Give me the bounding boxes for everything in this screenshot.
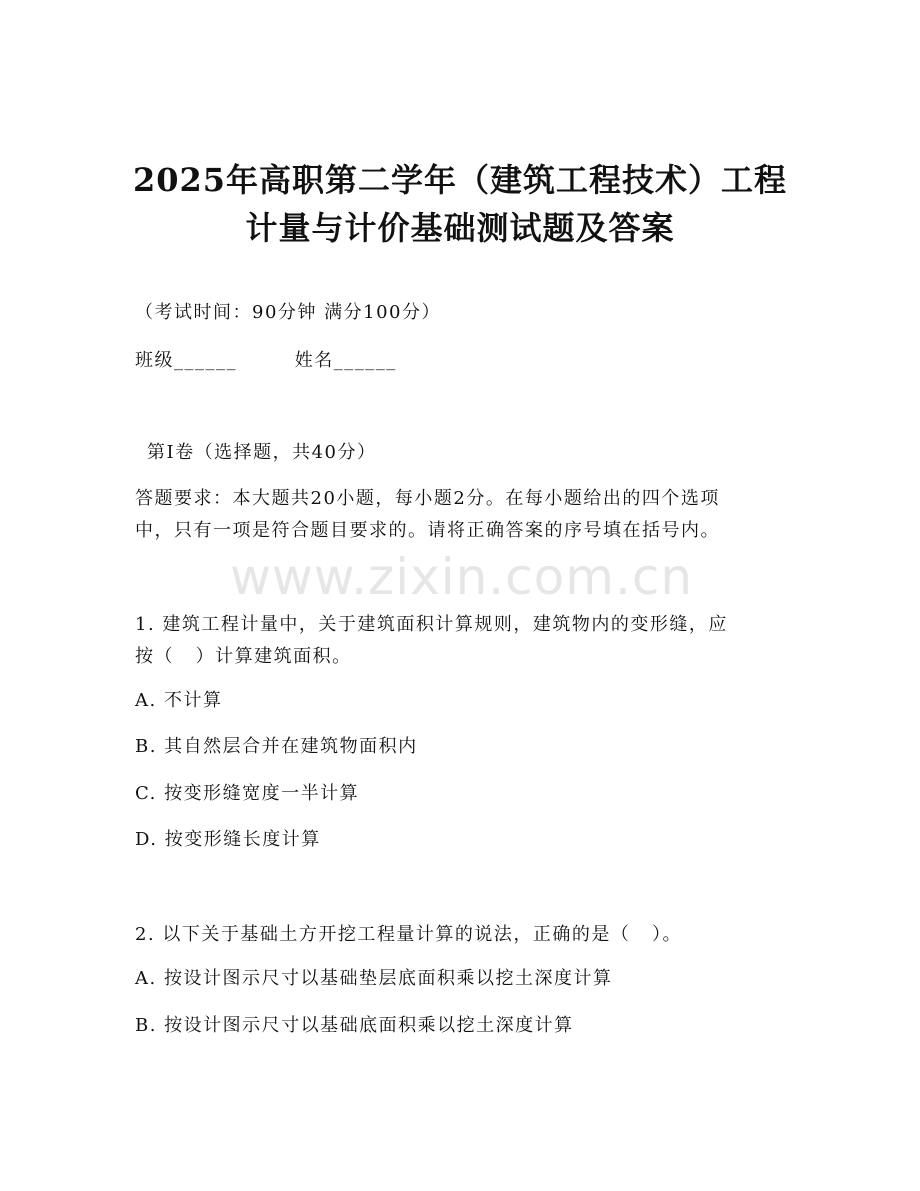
question-1-option-a: A. 不计算 bbox=[135, 690, 223, 711]
document-title-line-1: 2025年高职第二学年（建筑工程技术）工程 bbox=[132, 161, 788, 199]
instructions-line-1: 答题要求：本大题共20小题，每小题2分。在每小题给出的四个选项 bbox=[135, 488, 720, 509]
exam-info: （考试时间：90分钟 满分100分） bbox=[135, 302, 441, 323]
class-name-fields: 班级______ 姓名______ bbox=[135, 350, 397, 371]
section-heading: 第Ⅰ卷（选择题，共40分） bbox=[147, 442, 377, 463]
watermark: www.zixin.com.cn bbox=[230, 548, 694, 606]
question-2-option-a: A. 按设计图示尺寸以基础垫层底面积乘以挖土深度计算 bbox=[135, 968, 613, 989]
instructions-line-2: 中，只有一项是符合题目要求的。请将正确答案的序号填在括号内。 bbox=[135, 520, 720, 541]
question-1-option-c: C. 按变形缝宽度一半计算 bbox=[135, 783, 360, 804]
question-1-option-b: B. 其自然层合并在建筑物面积内 bbox=[135, 736, 418, 757]
question-1-option-d: D. 按变形缝长度计算 bbox=[135, 829, 321, 850]
question-2-stem: 2. 以下关于基础土方开挖工程量计算的说法，正确的是（ ）。 bbox=[135, 924, 683, 945]
question-2-option-b: B. 按设计图示尺寸以基础底面积乘以挖土深度计算 bbox=[135, 1015, 574, 1036]
question-1-stem-line-2: 按（ ）计算建筑面积。 bbox=[135, 646, 352, 667]
document-title-line-2: 计量与计价基础测试题及答案 bbox=[245, 209, 675, 247]
question-1-stem-line-1: 1. 建筑工程计量中，关于建筑面积计算规则，建筑物内的变形缝，应 bbox=[135, 614, 728, 635]
